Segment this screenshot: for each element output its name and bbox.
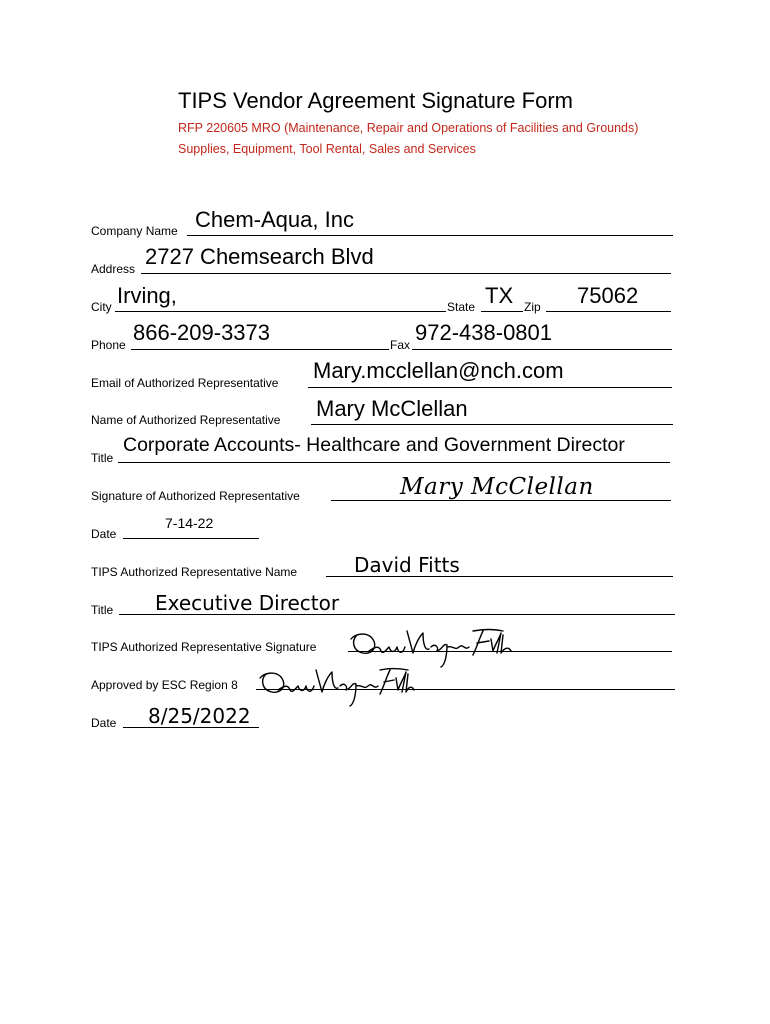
zip-line [546, 311, 671, 312]
address-value[interactable]: 2727 Chemsearch Blvd [145, 244, 374, 269]
zip-value[interactable]: 75062 [577, 283, 639, 308]
title-label: Title [91, 451, 114, 465]
email-line [308, 387, 672, 388]
approved-label: Approved by ESC Region 8 [91, 678, 238, 692]
zip-label: Zip [524, 300, 541, 314]
rep-name-value[interactable]: Mary McClellan [316, 396, 468, 421]
title-value[interactable]: Corporate Accounts- Healthcare and Government Director [123, 434, 625, 456]
date-line [123, 538, 259, 539]
form-title: TIPS Vendor Agreement Signature Form [178, 88, 573, 113]
state-label: State [447, 300, 476, 314]
city-value[interactable]: Irving, [117, 283, 177, 308]
approved-date-label: Date [91, 716, 117, 730]
fax-line [412, 349, 672, 350]
city-line [115, 311, 446, 312]
tips-title-value[interactable]: Executive Director [155, 591, 340, 615]
state-line [481, 311, 523, 312]
tips-signature-label: TIPS Authorized Representative Signature [91, 640, 317, 654]
email-label: Email of Authorized Representative [91, 376, 279, 390]
phone-value[interactable]: 866-209-3373 [133, 320, 271, 345]
tips-title-label: Title [91, 603, 114, 617]
approval-signature-scribble [254, 664, 414, 704]
rep-name-line [311, 424, 673, 425]
address-line [141, 273, 671, 274]
phone-label: Phone [91, 338, 126, 352]
tips-rep-name-label: TIPS Authorized Representative Name [91, 565, 298, 579]
phone-line [131, 349, 389, 350]
company-name-value[interactable]: Chem-Aqua, Inc [195, 207, 354, 232]
company-name-line [187, 235, 673, 236]
address-label: Address [91, 262, 136, 276]
fax-label: Fax [390, 338, 411, 352]
tips-signature-scribble [343, 625, 513, 665]
company-name-label: Company Name [91, 224, 178, 238]
rep-name-label: Name of Authorized Representative [91, 413, 281, 427]
title-line [118, 462, 670, 463]
rfp-subtitle-line2: Supplies, Equipment, Tool Rental, Sales and Services [178, 142, 476, 156]
date-label: Date [91, 527, 117, 541]
date-value[interactable]: 7-14-22 [165, 515, 214, 531]
signature-label: Signature of Authorized Representative [91, 489, 300, 503]
city-label: City [91, 300, 112, 314]
fax-value[interactable]: 972-438-0801 [415, 320, 553, 345]
approved-date-value[interactable]: 8/25/2022 [148, 704, 251, 728]
tips-rep-name-value[interactable]: David Fitts [354, 553, 460, 577]
signature-line [331, 500, 671, 501]
vendor-signature[interactable]: Mary McClellan [400, 474, 594, 500]
rfp-subtitle-line1: RFP 220605 MRO (Maintenance, Repair and Operations of Facilities and Grounds) [178, 121, 639, 135]
email-value[interactable]: Mary.mcclellan@nch.com [313, 358, 564, 383]
state-value[interactable]: TX [485, 283, 514, 308]
